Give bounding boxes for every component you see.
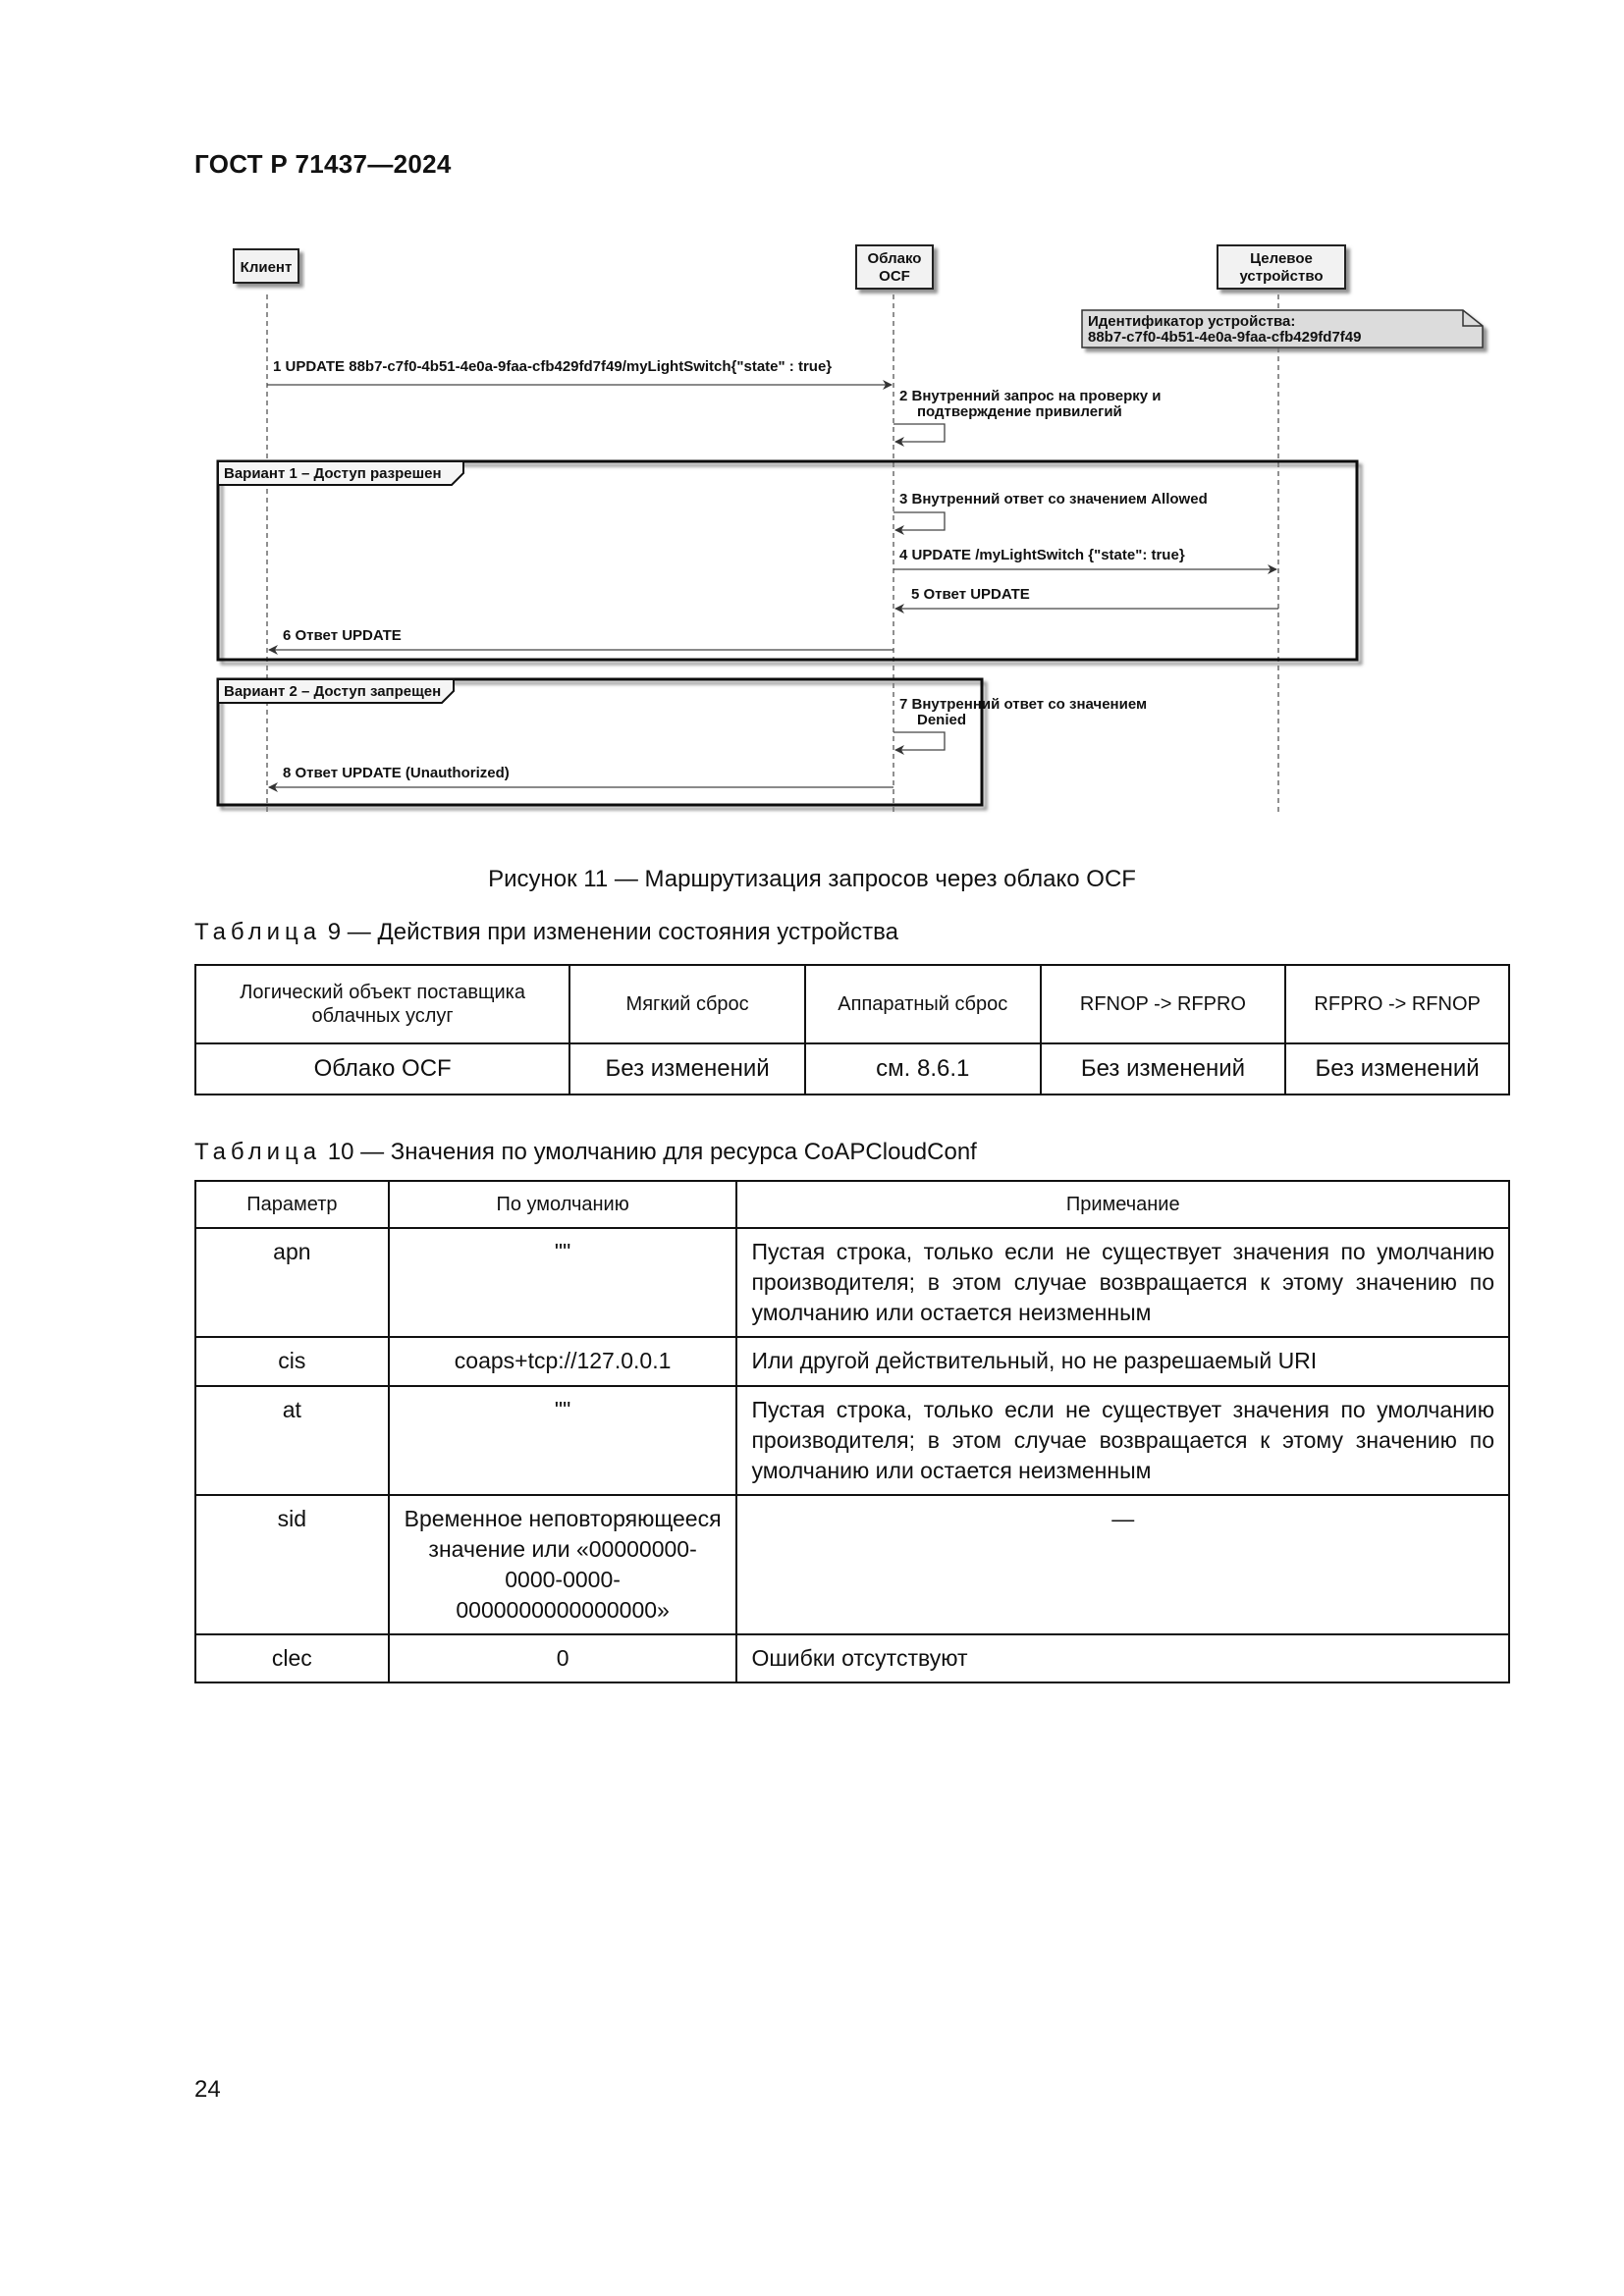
note-cell: Или другой действительный, но не разрешаемый URI bbox=[736, 1337, 1509, 1386]
svg-text:Облако: Облако bbox=[867, 250, 922, 267]
message-3-label: 3 Внутренний ответ со значением Allowed bbox=[899, 491, 1208, 507]
table9-header-cell: Логический объект поставщика облачных услуг bbox=[195, 965, 569, 1043]
table-9 bbox=[194, 964, 1510, 1095]
note-cell: — bbox=[736, 1495, 1509, 1634]
note-cell: Пустая строка, только если не существует значения по умолчанию производителя; в этом случае возвращается к этому значению по умолчанию или остается неизменным bbox=[736, 1386, 1509, 1495]
message-2-label: 2 Внутренний запрос на проверку и bbox=[899, 388, 1162, 404]
table9-cell: Без изменений bbox=[1285, 1043, 1509, 1095]
table9-header-cell: Мягкий сброс bbox=[569, 965, 805, 1043]
table-row bbox=[195, 1337, 1509, 1386]
message-3-self-arrow bbox=[893, 512, 945, 530]
svg-text:Клиент: Клиент bbox=[240, 259, 293, 276]
message-7-label: 7 Внутренний ответ со значением bbox=[899, 696, 1148, 713]
table10-header-cell: Параметр bbox=[195, 1181, 389, 1228]
table-10 bbox=[194, 1180, 1510, 1683]
table-row bbox=[195, 1495, 1509, 1634]
participant-target-device bbox=[1218, 245, 1345, 289]
table10-caption-word: Таблица bbox=[194, 1139, 322, 1165]
param-cell: clec bbox=[195, 1634, 389, 1682]
table9-caption-text: 9 — Действия при изменении состояния устройства bbox=[321, 919, 898, 945]
figure-caption: Рисунок 11 — Маршрутизация запросов через облако OCF bbox=[488, 866, 1136, 892]
param-cell: apn bbox=[195, 1228, 389, 1337]
default-cell: Временное неповторяющееся значение или «00000000-0000-0000-0000000000000000» bbox=[389, 1495, 737, 1634]
table9-cell: Облако OCF bbox=[195, 1043, 569, 1095]
message-7-label-line2: Denied bbox=[917, 712, 967, 728]
message-1-label: 1 UPDATE 88b7-c7f0-4b51-4e0a-9faa-cfb429fd7f49/myLightSwitch{"state" : true} bbox=[273, 358, 833, 375]
table9-header-cell: RFNOP -> RFPRO bbox=[1041, 965, 1286, 1043]
table10-header-row bbox=[195, 1181, 1509, 1228]
svg-text:88b7-c7f0-4b51-4e0a-9faa-cfb42: 88b7-c7f0-4b51-4e0a-9faa-cfb429fd7f49 bbox=[1088, 329, 1362, 346]
table-row bbox=[195, 1386, 1509, 1495]
default-cell: 0 bbox=[389, 1634, 737, 1682]
table9-cell: см. 8.6.1 bbox=[805, 1043, 1041, 1095]
message-8-label: 8 Ответ UPDATE (Unauthorized) bbox=[283, 765, 510, 781]
param-cell: cis bbox=[195, 1337, 389, 1386]
message-7-self-arrow bbox=[893, 732, 945, 750]
table9-caption bbox=[194, 919, 898, 946]
document-header: ГОСТ Р 71437—2024 bbox=[194, 149, 452, 179]
svg-text:устройство: устройство bbox=[1239, 268, 1324, 285]
table-row bbox=[195, 1043, 1509, 1095]
param-cell: at bbox=[195, 1386, 389, 1495]
default-cell: coaps+tcp://127.0.0.1 bbox=[389, 1337, 737, 1386]
message-6-label: 6 Ответ UPDATE bbox=[283, 627, 402, 644]
svg-text:Целевое: Целевое bbox=[1250, 250, 1313, 267]
message-2-label-line2: подтверждение привилегий bbox=[917, 403, 1122, 420]
table10-header-cell: Примечание bbox=[736, 1181, 1509, 1228]
participant-cloud-ocf bbox=[856, 245, 933, 289]
device-id-note bbox=[1082, 310, 1483, 347]
svg-text:Вариант 1 – Доступ разрешен: Вариант 1 – Доступ разрешен bbox=[224, 465, 442, 482]
table9-header-cell: RFPRO -> RFNOP bbox=[1285, 965, 1509, 1043]
svg-text:Идентификатор устройства:: Идентификатор устройства: bbox=[1088, 313, 1296, 330]
table9-cell: Без изменений bbox=[1041, 1043, 1286, 1095]
table9-header-cell: Аппаратный сброс bbox=[805, 965, 1041, 1043]
table9-header-row bbox=[195, 965, 1509, 1043]
table10-caption bbox=[194, 1139, 977, 1166]
note-cell: Ошибки отсутствуют bbox=[736, 1634, 1509, 1682]
sequence-diagram bbox=[187, 236, 1502, 825]
table10-caption-text: 10 — Значения по умолчанию для ресурса CoAPCloudConf bbox=[321, 1139, 977, 1165]
param-cell: sid bbox=[195, 1495, 389, 1634]
note-cell: Пустая строка, только если не существует значения по умолчанию производителя; в этом случае возвращается к этому значению по умолчанию или остается неизменным bbox=[736, 1228, 1509, 1337]
svg-text:OCF: OCF bbox=[879, 268, 910, 285]
frame-variant-2 bbox=[218, 679, 982, 805]
svg-text:Вариант 2 – Доступ запрещен: Вариант 2 – Доступ запрещен bbox=[224, 683, 442, 700]
table-row bbox=[195, 1634, 1509, 1682]
table9-cell: Без изменений bbox=[569, 1043, 805, 1095]
message-4-label: 4 UPDATE /myLightSwitch {"state": true} bbox=[899, 547, 1185, 563]
table9-caption-word: Таблица bbox=[194, 919, 322, 945]
table-row bbox=[195, 1228, 1509, 1337]
participant-client bbox=[234, 249, 298, 283]
message-2-self-arrow bbox=[893, 424, 945, 442]
table10-header-cell: По умолчанию bbox=[389, 1181, 737, 1228]
page-number: 24 bbox=[194, 2076, 221, 2103]
default-cell: "" bbox=[389, 1386, 737, 1495]
default-cell: "" bbox=[389, 1228, 737, 1337]
message-5-label: 5 Ответ UPDATE bbox=[911, 586, 1030, 603]
